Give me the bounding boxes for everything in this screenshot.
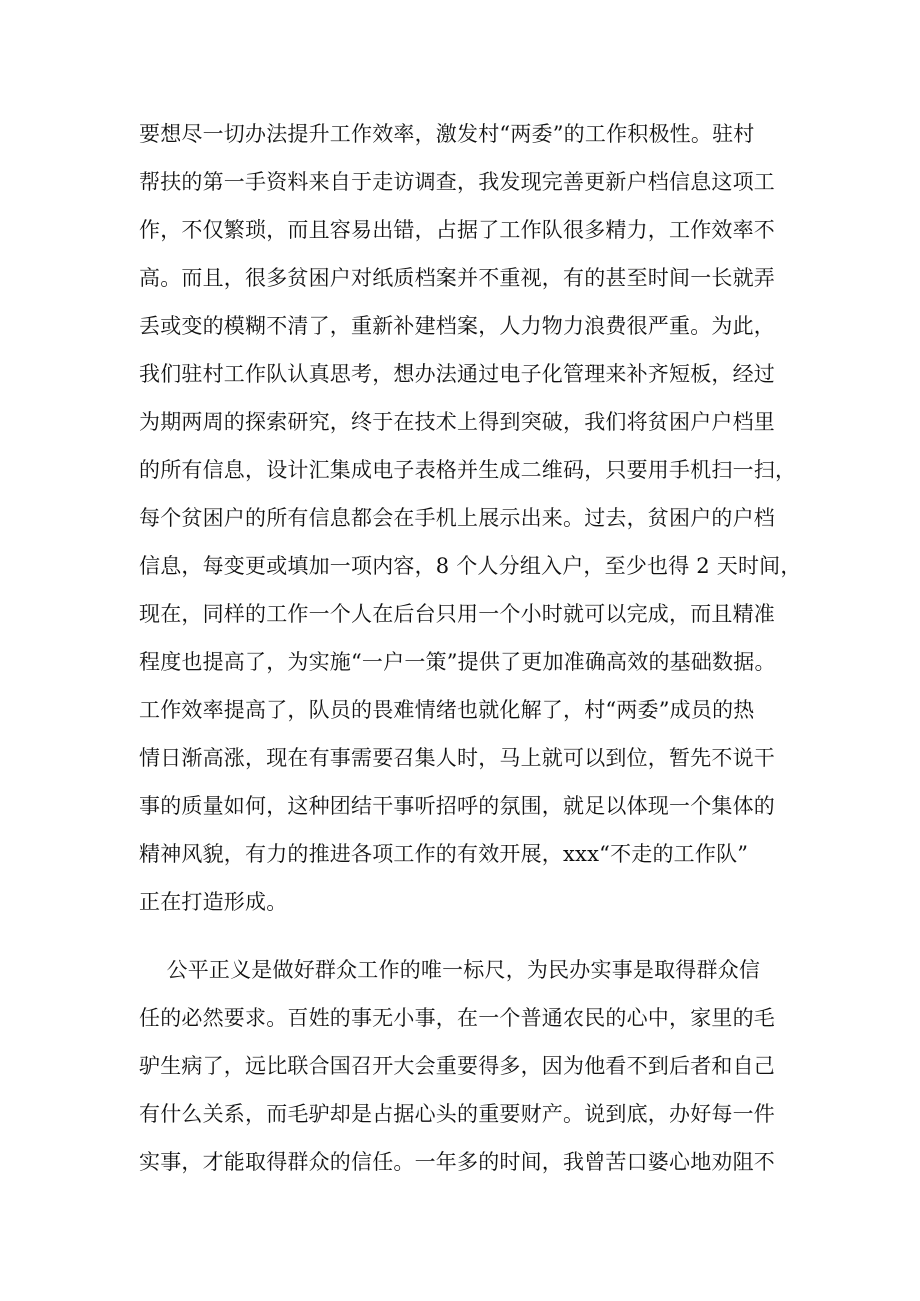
text-line: 实事，才能取得群众的信任。一年多的时间，我曾苦口婆心地劝阻不 [139,1150,775,1174]
text-line: 有什么关系，而毛驴却是占据心头的重要财产。说到底，办好每一件 [139,1102,775,1126]
text-line: 任的必然要求。百姓的事无小事，在一个普通农民的心中，家里的毛 [139,1006,775,1030]
text-line: 作，不仅繁琐，而且容易出错，占据了工作队很多精力，工作效率不 [139,218,775,242]
text-line: 正在打造形成。 [139,890,288,914]
text-line: 事的质量如何，这种团结干事听招呼的氛围，就足以体现一个集体的 [139,794,775,818]
text-line: 要想尽一切办法提升工作效率，激发村“两委”的工作积极性。驻村 [139,122,755,146]
text-line: 我们驻村工作队认真思考，想办法通过电子化管理来补齐短板，经过 [139,362,775,386]
document-body [139,110,802,1186]
text-line: 帮扶的第一手资料来自于走访调查，我发现完善更新户档信息这项工 [139,170,775,194]
text-line: 工作效率提高了，队员的畏难情绪也就化解了，村“两委”成员的热 [139,698,755,722]
text-line: 驴生病了，远比联合国召开大会重要得多，因为他看不到后者和自己 [139,1054,775,1078]
paragraph-spacer [139,926,784,946]
text-line: 丢或变的模糊不清了，重新补建档案，人力物力浪费很严重。为此， [139,314,775,338]
paragraph-1 [139,110,802,926]
text-line: 情日渐高涨，现在有事需要召集人时，马上就可以到位，暂先不说干 [139,746,775,770]
text-line: 为期两周的探索研究，终于在技术上得到突破，我们将贫困户户档里 [139,410,775,434]
text-line: 高。而且，很多贫困户对纸质档案并不重视，有的甚至时间一长就弄 [139,266,775,290]
text-line: 公平正义是做好群众工作的唯一标尺，为民办实事是取得群众信 [139,958,761,982]
text-line: 精神风貌，有力的推进各项工作的有效开展，xxx“不走的工作队” [139,842,749,866]
text-line: 每个贫困户的所有信息都会在手机上展示出来。过去，贫困户的户档 [139,506,775,530]
text-line: 信息，每变更或填加一项内容，8 个人分组入户，至少也得 2 天时间， [139,554,802,578]
text-line: 现在，同样的工作一个人在后台只用一个小时就可以完成，而且精准 [139,602,775,626]
text-line: 程度也提高了，为实施“一户一策”提供了更加准确高效的基础数据。 [139,650,776,674]
text-line: 的所有信息，设计汇集成电子表格并生成二维码，只要用手机扫一扫， [139,458,797,482]
paragraph-2 [139,946,784,1186]
